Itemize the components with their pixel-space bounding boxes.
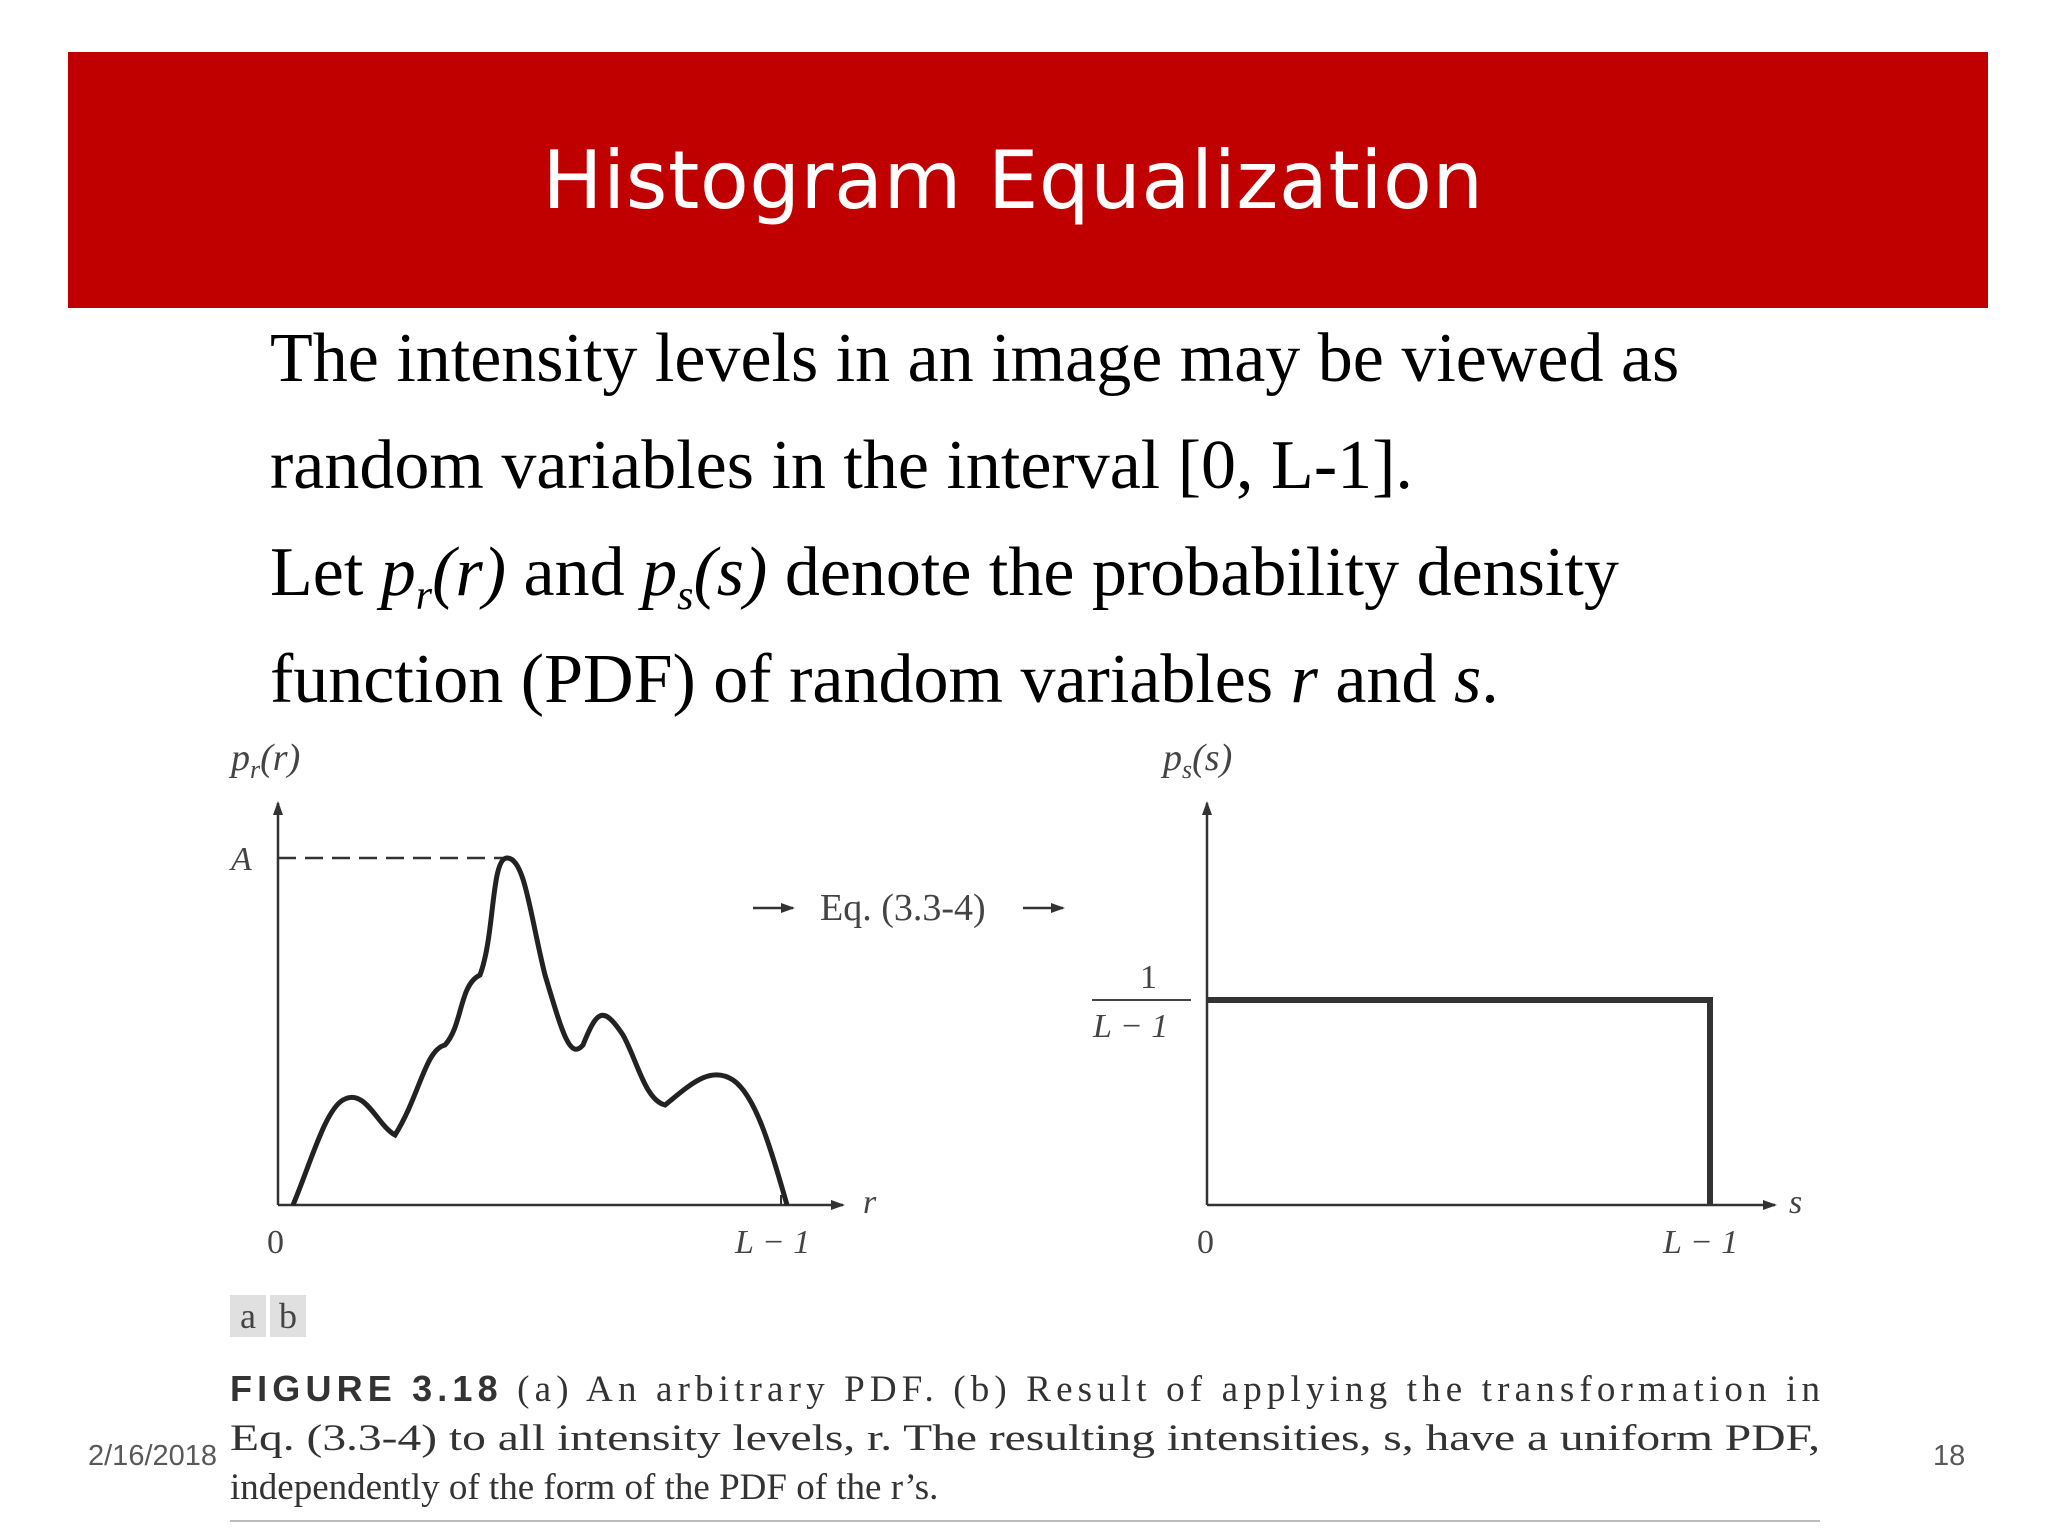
plot-b-ytick-den: L − 1 <box>1093 1008 1169 1045</box>
plot-b-xend: L − 1 <box>1663 1224 1739 1261</box>
caption-line-2: Eq. (3.3-4) to all intensity levels, r. The resulting intensities, s, have a uniform PDF, <box>230 1418 1820 1459</box>
slide-number: 18 <box>1933 1440 1966 1472</box>
eq-transform-label <box>753 887 1063 929</box>
plot-a-ylabel: $p_r(r)$ <box>231 737 301 784</box>
plot-b <box>1092 737 1802 1261</box>
caption-line-1: FIGURE 3.18 (a) An arbitrary PDF. (b) Result of applying the transformation in <box>230 1368 1821 1410</box>
plot-a <box>228 737 877 1261</box>
panel-label-a: a <box>240 1296 256 1336</box>
panel-labels <box>230 1295 306 1337</box>
plot-a-ytick-a: A <box>231 841 252 878</box>
caption-line-3: independently of the form of the PDF of the r’s. <box>230 1467 939 1508</box>
figure-3-18 <box>215 735 1835 1530</box>
title-bar <box>68 52 1988 308</box>
plot-b-uniform-pdf <box>1207 1000 1710 1205</box>
plot-b-x0: 0 <box>1197 1224 1214 1261</box>
plot-a-xvar: r <box>863 1184 877 1221</box>
body-line-3: Let $p_r(r)$ and $p_s(s)$ denote the probability density <box>270 534 1619 619</box>
plot-b-xvar: s <box>1789 1184 1803 1221</box>
slide-body <box>270 305 1790 733</box>
footer-date: 2/16/2018 <box>88 1440 218 1472</box>
plot-b-ytick-num: 1 <box>1140 959 1157 996</box>
body-line-1: The intensity levels in an image may be viewed as <box>270 320 1680 397</box>
plot-a-pdf-curve <box>293 858 787 1205</box>
eq-label: Eq. (3.3-4) <box>820 887 986 929</box>
figure-svg <box>215 735 1835 1530</box>
plot-b-ylabel: $p_s(s)$ <box>1163 737 1233 784</box>
slide-title: Histogram Equalization <box>542 133 1484 227</box>
figure-caption <box>230 1368 1820 1521</box>
body-line-4: function (PDF) of random variables r and s. <box>270 641 1499 718</box>
plot-a-x0: 0 <box>267 1224 284 1261</box>
panel-label-b: b <box>279 1296 297 1336</box>
body-line-2: random variables in the interval [0, L-1]. <box>270 427 1413 504</box>
plot-a-xend: L − 1 <box>735 1224 811 1261</box>
